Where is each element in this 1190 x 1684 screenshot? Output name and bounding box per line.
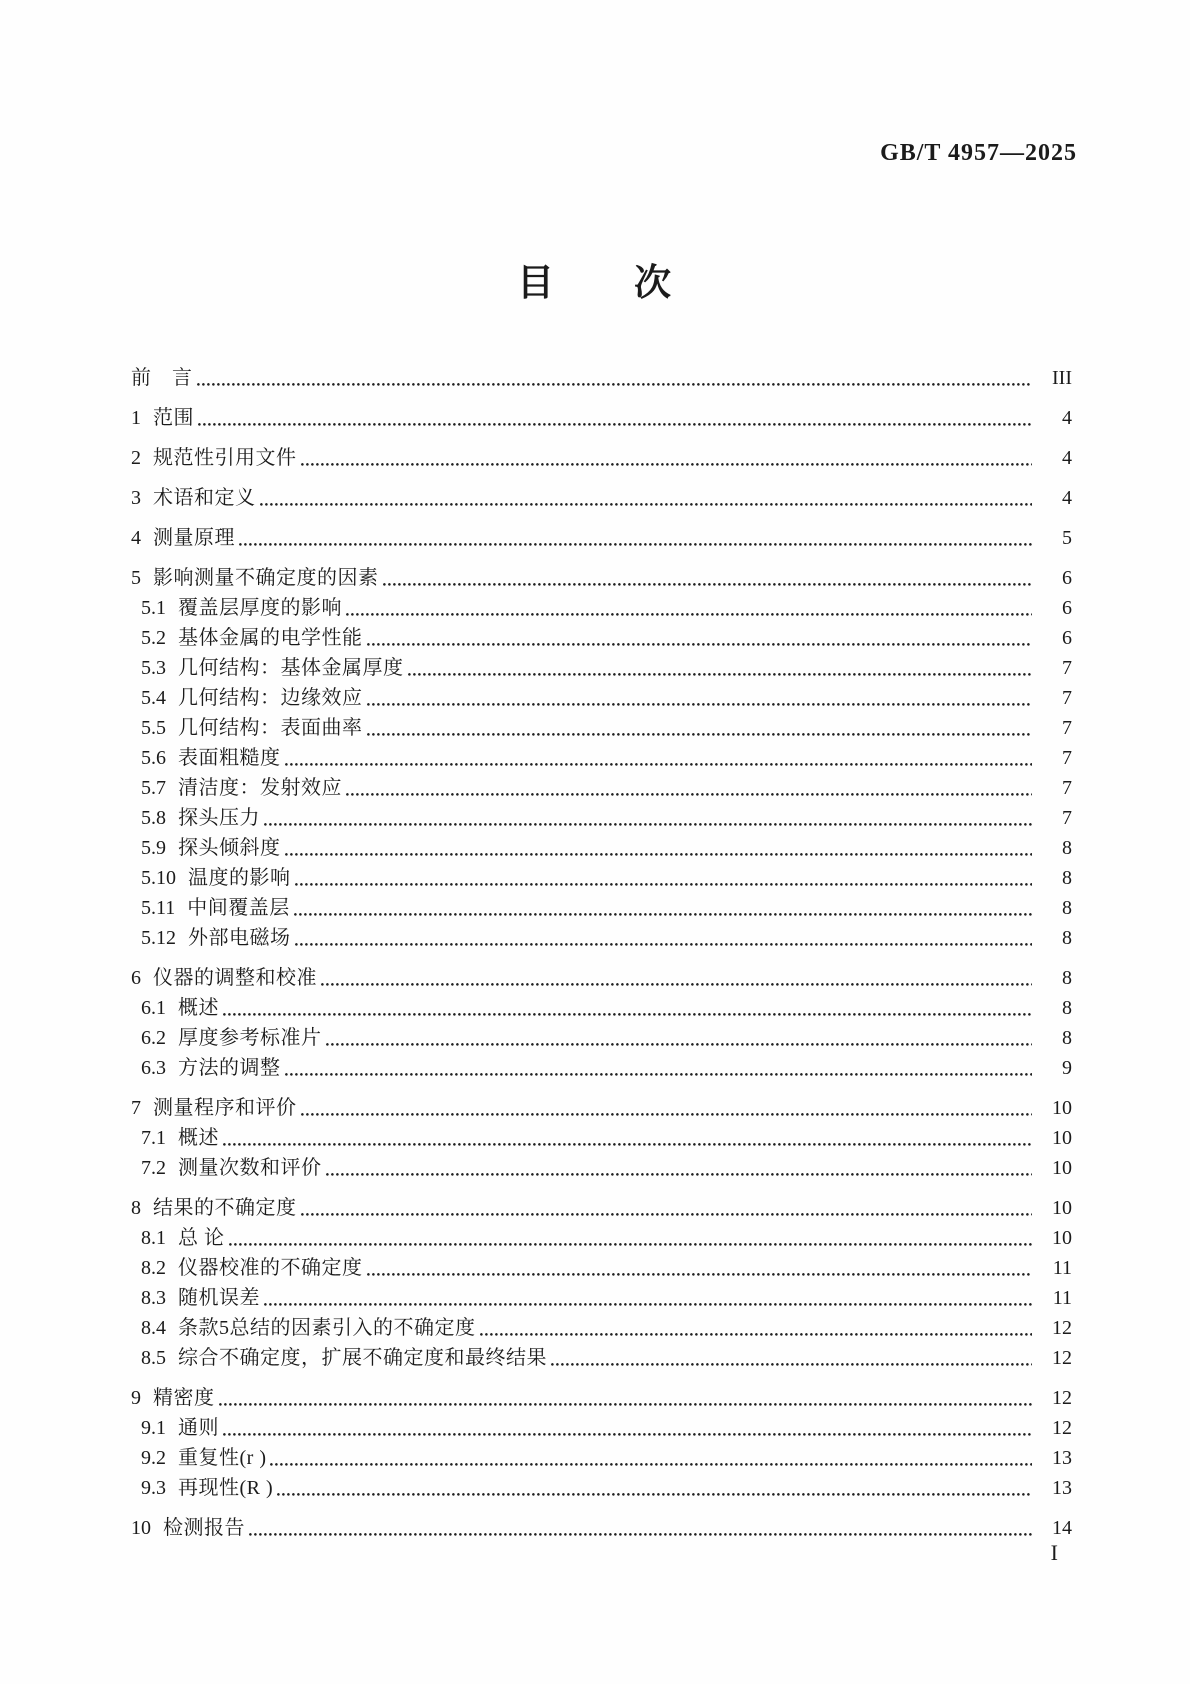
toc-dot-leader — [264, 823, 1032, 826]
toc-entry-title: 中间覆盖层 — [187, 897, 290, 919]
toc-entry-number: 9.2 — [141, 1447, 166, 1469]
toc-entry — [131, 1413, 1072, 1443]
toc-entry-title: 综合不确定度，扩展不确定度和最终结果 — [178, 1347, 547, 1369]
toc-entry-number: 5.9 — [141, 837, 166, 859]
toc-entry-page: 14 — [1052, 1517, 1072, 1539]
toc-dot-leader — [197, 383, 1033, 386]
toc-entry-title: 总 论 — [178, 1227, 225, 1249]
toc-entry-number: 5.1 — [141, 597, 166, 619]
toc-entry — [131, 683, 1072, 713]
toc-entry-page: 8 — [1062, 837, 1072, 859]
toc-entry-number: 5 — [131, 567, 141, 589]
toc-entry — [131, 593, 1072, 623]
toc-entry — [131, 1513, 1072, 1543]
toc-entry-title: 外部电磁场 — [188, 927, 291, 949]
toc-entry-number: 6.2 — [141, 1027, 166, 1049]
toc-entry-page: 8 — [1062, 867, 1072, 889]
toc-entry-page: 4 — [1062, 447, 1072, 469]
toc-entry — [131, 963, 1072, 993]
toc-dot-leader — [480, 1333, 1033, 1336]
toc-entry-title: 表面粗糙度 — [178, 747, 281, 769]
toc-dot-leader — [239, 543, 1032, 546]
toc-dot-leader — [249, 1533, 1032, 1536]
toc-dot-leader — [346, 793, 1032, 796]
toc-entry-title: 清洁度：发射效应 — [178, 777, 342, 799]
toc-entry — [131, 893, 1072, 923]
toc-entry-page: 10 — [1052, 1157, 1072, 1179]
toc-dot-leader — [301, 1213, 1033, 1216]
toc-entry — [131, 1253, 1072, 1283]
toc-entry — [131, 623, 1072, 653]
toc-entry-page: 8 — [1062, 1027, 1072, 1049]
toc-entry-number: 4 — [131, 527, 141, 549]
toc-entry — [131, 863, 1072, 893]
toc-entry-title: 术语和定义 — [153, 487, 256, 509]
folio-page-number: I — [1050, 1540, 1058, 1565]
toc-entry-title: 几何结构：基体金属厚度 — [178, 657, 404, 679]
toc-entry-page: 12 — [1052, 1387, 1072, 1409]
toc-list — [131, 353, 1072, 1543]
toc-entry-page: III — [1052, 367, 1072, 389]
toc-entry-number: 5.5 — [141, 717, 166, 739]
toc-entry-number: 8.4 — [141, 1317, 166, 1339]
toc-entry — [131, 1223, 1072, 1253]
toc-entry-title: 测量次数和评价 — [178, 1157, 322, 1179]
toc-dot-leader — [367, 733, 1033, 736]
toc-entry-page: 7 — [1062, 807, 1072, 829]
toc-entry-title: 厚度参考标准片 — [178, 1027, 322, 1049]
toc-dot-leader — [367, 703, 1033, 706]
toc-dot-leader — [285, 853, 1033, 856]
toc-entry-title: 范围 — [153, 407, 194, 429]
toc-dot-leader — [346, 613, 1032, 616]
toc-entry-page: 6 — [1062, 567, 1072, 589]
toc-entry — [131, 1193, 1072, 1223]
toc-dot-leader — [219, 1403, 1033, 1406]
toc-entry — [131, 1383, 1072, 1413]
toc-entry-title: 影响测量不确定度的因素 — [153, 567, 379, 589]
toc-dot-leader — [383, 583, 1033, 586]
toc-entry-number: 5.12 — [141, 927, 176, 949]
toc-entry-title: 结果的不确定度 — [153, 1197, 297, 1219]
toc-entry-title: 覆盖层厚度的影响 — [178, 597, 342, 619]
toc-dot-leader — [223, 1013, 1032, 1016]
toc-entry — [131, 993, 1072, 1023]
toc-entry-number: 2 — [131, 447, 141, 469]
toc-entry-number: 5.10 — [141, 867, 176, 889]
toc-entry — [131, 443, 1072, 473]
toc-entry-page: 12 — [1052, 1347, 1072, 1369]
toc-entry-title: 规范性引用文件 — [153, 447, 297, 469]
toc-entry-title: 随机误差 — [178, 1287, 260, 1309]
toc-entry — [131, 1283, 1072, 1313]
toc-entry-number: 5.2 — [141, 627, 166, 649]
toc-entry-number: 9.3 — [141, 1477, 166, 1499]
toc-dot-leader — [223, 1433, 1032, 1436]
toc-dot-leader — [326, 1043, 1033, 1046]
toc-entry-title: 测量原理 — [153, 527, 235, 549]
toc-entry-page: 8 — [1062, 997, 1072, 1019]
toc-entry — [131, 923, 1072, 953]
toc-entry — [131, 803, 1072, 833]
toc-entry — [131, 1123, 1072, 1153]
toc-entry-title: 通则 — [178, 1417, 219, 1439]
toc-entry-number: 5.3 — [141, 657, 166, 679]
toc-dot-leader — [551, 1363, 1032, 1366]
toc-entry-number: 8.3 — [141, 1287, 166, 1309]
toc-entry-title: 前 言 — [131, 367, 193, 389]
toc-entry — [131, 523, 1072, 553]
toc-entry-title: 概述 — [178, 1127, 219, 1149]
toc-entry-page: 7 — [1062, 777, 1072, 799]
toc-dot-leader — [264, 1303, 1032, 1306]
toc-entry-number: 9 — [131, 1387, 141, 1409]
toc-entry-title: 基体金属的电学性能 — [178, 627, 363, 649]
toc-entry-number: 8.2 — [141, 1257, 166, 1279]
doc-header — [0, 140, 1077, 167]
toc-entry-page: 8 — [1062, 897, 1072, 919]
standard-number: GB/T 4957—2025 — [880, 140, 1077, 166]
toc-entry — [131, 653, 1072, 683]
toc-dot-leader — [198, 423, 1032, 426]
toc-entry-number: 7.2 — [141, 1157, 166, 1179]
toc-entry-title: 概述 — [178, 997, 219, 1019]
toc-entry — [131, 1153, 1072, 1183]
toc-entry-page: 4 — [1062, 407, 1072, 429]
toc-entry-page: 8 — [1062, 927, 1072, 949]
toc-entry-number: 5.4 — [141, 687, 166, 709]
toc-entry-page: 13 — [1052, 1477, 1072, 1499]
toc-dot-leader — [277, 1493, 1032, 1496]
toc-entry-title: 方法的调整 — [178, 1057, 281, 1079]
toc-dot-leader — [326, 1173, 1033, 1176]
toc-entry-page: 9 — [1062, 1057, 1072, 1079]
toc-entry-number: 5.7 — [141, 777, 166, 799]
toc-entry-title: 再现性(R ) — [178, 1477, 274, 1499]
toc-entry — [131, 483, 1072, 513]
toc-entry-page: 10 — [1052, 1127, 1072, 1149]
toc-dot-leader — [285, 1073, 1033, 1076]
toc-entry-number: 5.8 — [141, 807, 166, 829]
toc-entry-page: 8 — [1062, 967, 1072, 989]
toc-entry-title: 温度的影响 — [188, 867, 291, 889]
toc-entry-number: 6.3 — [141, 1057, 166, 1079]
toc-entry — [131, 1313, 1072, 1343]
toc-entry-page: 6 — [1062, 627, 1072, 649]
toc-dot-leader — [367, 643, 1033, 646]
toc-entry-page: 7 — [1062, 747, 1072, 769]
toc-entry-title: 仪器的调整和校准 — [153, 967, 317, 989]
page-footer — [0, 1540, 1058, 1566]
toc-dot-leader — [294, 913, 1032, 916]
toc-entry-page: 11 — [1052, 1257, 1072, 1279]
toc-entry-title: 测量程序和评价 — [153, 1097, 297, 1119]
toc-entry — [131, 403, 1072, 433]
toc-entry-page: 4 — [1062, 487, 1072, 509]
toc-dot-leader — [223, 1143, 1032, 1146]
toc-entry-number: 7.1 — [141, 1127, 166, 1149]
toc-dot-leader — [285, 763, 1033, 766]
toc-entry-title: 探头倾斜度 — [178, 837, 281, 859]
toc-entry-number: 3 — [131, 487, 141, 509]
toc-entry-page: 7 — [1062, 657, 1072, 679]
toc-entry-number: 7 — [131, 1097, 141, 1119]
toc-entry — [131, 833, 1072, 863]
toc-entry — [131, 563, 1072, 593]
toc-entry-number: 8 — [131, 1197, 141, 1219]
toc-dot-leader — [229, 1243, 1033, 1246]
toc-entry-page: 11 — [1052, 1287, 1072, 1309]
toc-entry-number: 5.11 — [141, 897, 176, 919]
toc-dot-leader — [367, 1273, 1033, 1276]
toc-dot-leader — [301, 1113, 1033, 1116]
toc-entry-page: 10 — [1052, 1097, 1072, 1119]
toc-entry-number: 10 — [131, 1517, 151, 1539]
toc-entry-number: 5.6 — [141, 747, 166, 769]
toc-dot-leader — [321, 983, 1032, 986]
toc-entry-page: 10 — [1052, 1197, 1072, 1219]
toc-dot-leader — [408, 673, 1033, 676]
toc-entry-number: 8.5 — [141, 1347, 166, 1369]
toc-dot-leader — [270, 1463, 1032, 1466]
toc-entry-title: 检测报告 — [163, 1517, 245, 1539]
toc-entry-number: 6.1 — [141, 997, 166, 1019]
toc-dot-leader — [295, 943, 1033, 946]
toc-entry — [131, 1443, 1072, 1473]
toc-entry-title: 仪器校准的不确定度 — [178, 1257, 363, 1279]
toc-entry-page: 7 — [1062, 717, 1072, 739]
toc-entry-number: 1 — [131, 407, 141, 429]
toc-entry-page: 6 — [1062, 597, 1072, 619]
toc-entry — [131, 1023, 1072, 1053]
toc-entry-title: 重复性(r ) — [178, 1447, 267, 1469]
toc-entry-page: 5 — [1062, 527, 1072, 549]
toc-entry — [131, 773, 1072, 803]
toc-entry-title: 几何结构：边缘效应 — [178, 687, 363, 709]
toc-entry-page: 7 — [1062, 687, 1072, 709]
page-title: 目 次 — [517, 263, 673, 304]
toc-entry — [131, 743, 1072, 773]
toc-entry-title: 精密度 — [153, 1387, 215, 1409]
toc-entry — [131, 713, 1072, 743]
toc-entry-page: 10 — [1052, 1227, 1072, 1249]
toc-dot-leader — [260, 503, 1033, 506]
toc-entry-page: 12 — [1052, 1417, 1072, 1439]
toc-entry — [131, 1053, 1072, 1083]
toc-entry-number: 9.1 — [141, 1417, 166, 1439]
toc-entry-title: 探头压力 — [178, 807, 260, 829]
toc-entry-number: 6 — [131, 967, 141, 989]
toc-dot-leader — [295, 883, 1033, 886]
toc-entry-number: 8.1 — [141, 1227, 166, 1249]
toc-entry — [131, 1093, 1072, 1123]
toc-entry — [131, 363, 1072, 393]
toc-entry-title: 条款5总结的因素引入的不确定度 — [178, 1317, 476, 1339]
toc-entry-page: 13 — [1052, 1447, 1072, 1469]
toc-entry — [131, 1343, 1072, 1373]
toc-entry — [131, 1473, 1072, 1503]
toc-entry-page: 12 — [1052, 1317, 1072, 1339]
toc-dot-leader — [301, 463, 1033, 466]
toc-entry-title: 几何结构：表面曲率 — [178, 717, 363, 739]
